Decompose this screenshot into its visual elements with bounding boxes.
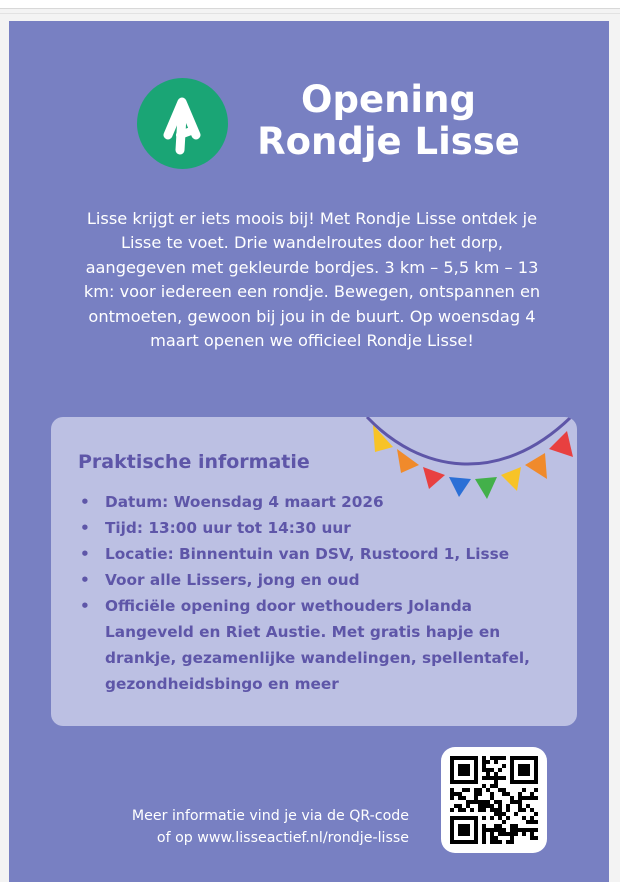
info-item-date: • Datum: Woensdag 4 maart 2026 bbox=[79, 489, 549, 515]
info-item-audience: • Voor alle Lissers, jong en oud bbox=[79, 567, 549, 593]
intro-text: Lisse krijgt er iets moois bij! Met Rondje Lisse ontdek je Lisse te voet. Drie wandelroutes door het dorp, aangegeven met gekleurde bordjes. 3 km – 5,5 km – 13 km: voor iedereen een rondje. Bewegen, ontspannen en ontmoeten, gewoon bij jou in de buurt. Op woensdag 4 maart openen we officieel Rondje Lisse! bbox=[83, 209, 541, 351]
info-item-time: • Tijd: 13:00 uur tot 14:30 uur bbox=[79, 515, 549, 541]
qr-code[interactable] bbox=[441, 747, 547, 853]
bunting-flag bbox=[525, 453, 547, 479]
logo bbox=[137, 78, 228, 169]
footer-line-2[interactable]: of op www.lisseactief.nl/rondje-lisse bbox=[156, 830, 409, 846]
info-item-opening: • Officiële opening door wethouders Jolanda Langeveld en Riet Austie. Met gratis hapje en drankje, gezamenlijke wandelingen, spellentafel, gezondheidsbingo en meer bbox=[79, 593, 549, 697]
info-item-location: • Locatie: Binnentuin van DSV, Rustoord 1, Lisse bbox=[79, 541, 549, 567]
poster bbox=[9, 21, 609, 882]
top-divider bbox=[0, 13, 620, 14]
title-line-1: Opening bbox=[301, 78, 476, 121]
top-bar bbox=[0, 0, 620, 9]
footer-text bbox=[69, 805, 409, 849]
bunting-flag bbox=[501, 467, 521, 491]
info-title: Praktische informatie bbox=[78, 451, 310, 473]
qr-code-icon bbox=[450, 756, 538, 844]
footer-line-1: Meer informatie vind je via de QR-code bbox=[131, 808, 409, 824]
arrow-up-icon bbox=[137, 78, 228, 169]
poster-title bbox=[246, 79, 531, 163]
bunting-flag bbox=[423, 467, 445, 489]
info-list bbox=[79, 489, 549, 697]
title-line-2: Rondje Lisse bbox=[257, 120, 520, 163]
info-box bbox=[51, 417, 577, 726]
